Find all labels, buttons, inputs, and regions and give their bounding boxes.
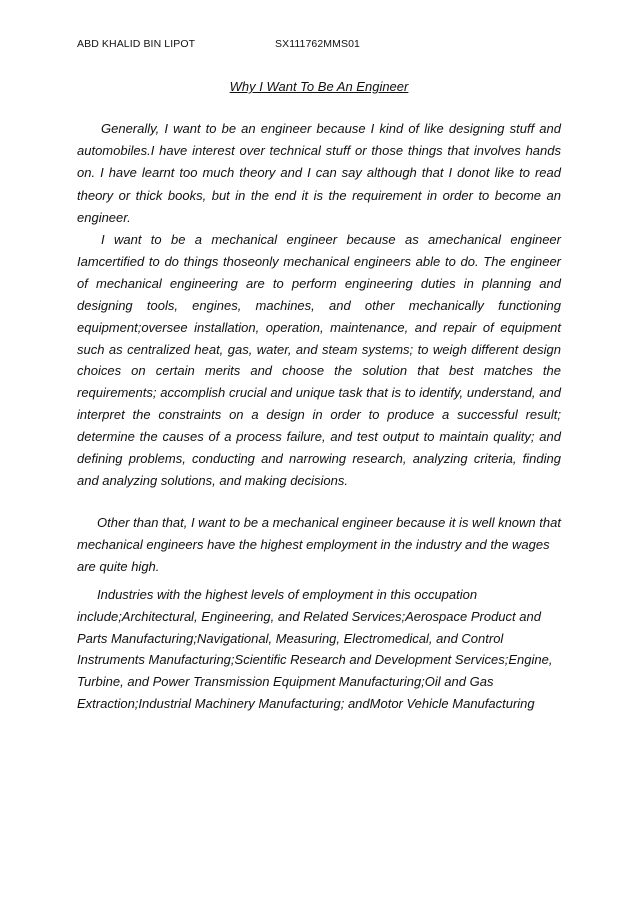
- paragraph-employment: Other than that, I want to be a mechanical engineer because it is well known that mechanical engineers have the highest employment in the industry and the wages are quite high.: [77, 515, 561, 574]
- paragraph-intro: Generally, I want to be an engineer because I kind of like designing stuff and automobiles.I have interest over technical stuff or those things that involves hands on. I have learnt too much theory and I can say although that I donot like to read theory or thick books, but in the end it is the requirement in order to become an engineer.: [77, 121, 561, 225]
- page-header: [77, 38, 577, 52]
- header-code: SX111762MMS01: [275, 38, 360, 50]
- document-title: Why I Want To Be An Engineer: [229, 79, 409, 94]
- header-author: ABD KHALID BIN LIPOT: [77, 38, 196, 50]
- paragraph-mechanical-duties: I want to be a mechanical engineer because as amechanical engineer Iamcertified to do things thoseonly mechanical engineers able to do. The engineer of mechanical engineering are to perform engineering duties in planning and designing tools, engines, machines, and other mechanically functioning equipment;oversee installation, operation, maintenance, and repair of equipment such as centralized heat, gas, water, and steam systems; to weigh different design choices on certain merits and choose the solution that best matches the requirements; accomplish crucial and unique task that is to identify, understand, and interpret the constraints on a design in order to produce a successful result; determine the causes of a process failure, and test output to maintain quality; and defining problems, conducting and narrowing research, analyzing criteria, finding and analyzing solutions, and making decisions.: [77, 232, 561, 488]
- paragraph-industries: Industries with the highest levels of employment in this occupation include;Architectural, Engineering, and Related Services;Aerospace Product and Parts Manufacturing;Navigational, Measuring, Electromedical, and Control Instruments Manufacturing;Scientific Research and Development Services;Engine, Turbine, and Power Transmission Equipment Manufacturing;Oil and Gas Extraction;Industrial Machinery Manufacturing; andMotor Vehicle Manufacturing: [77, 587, 553, 711]
